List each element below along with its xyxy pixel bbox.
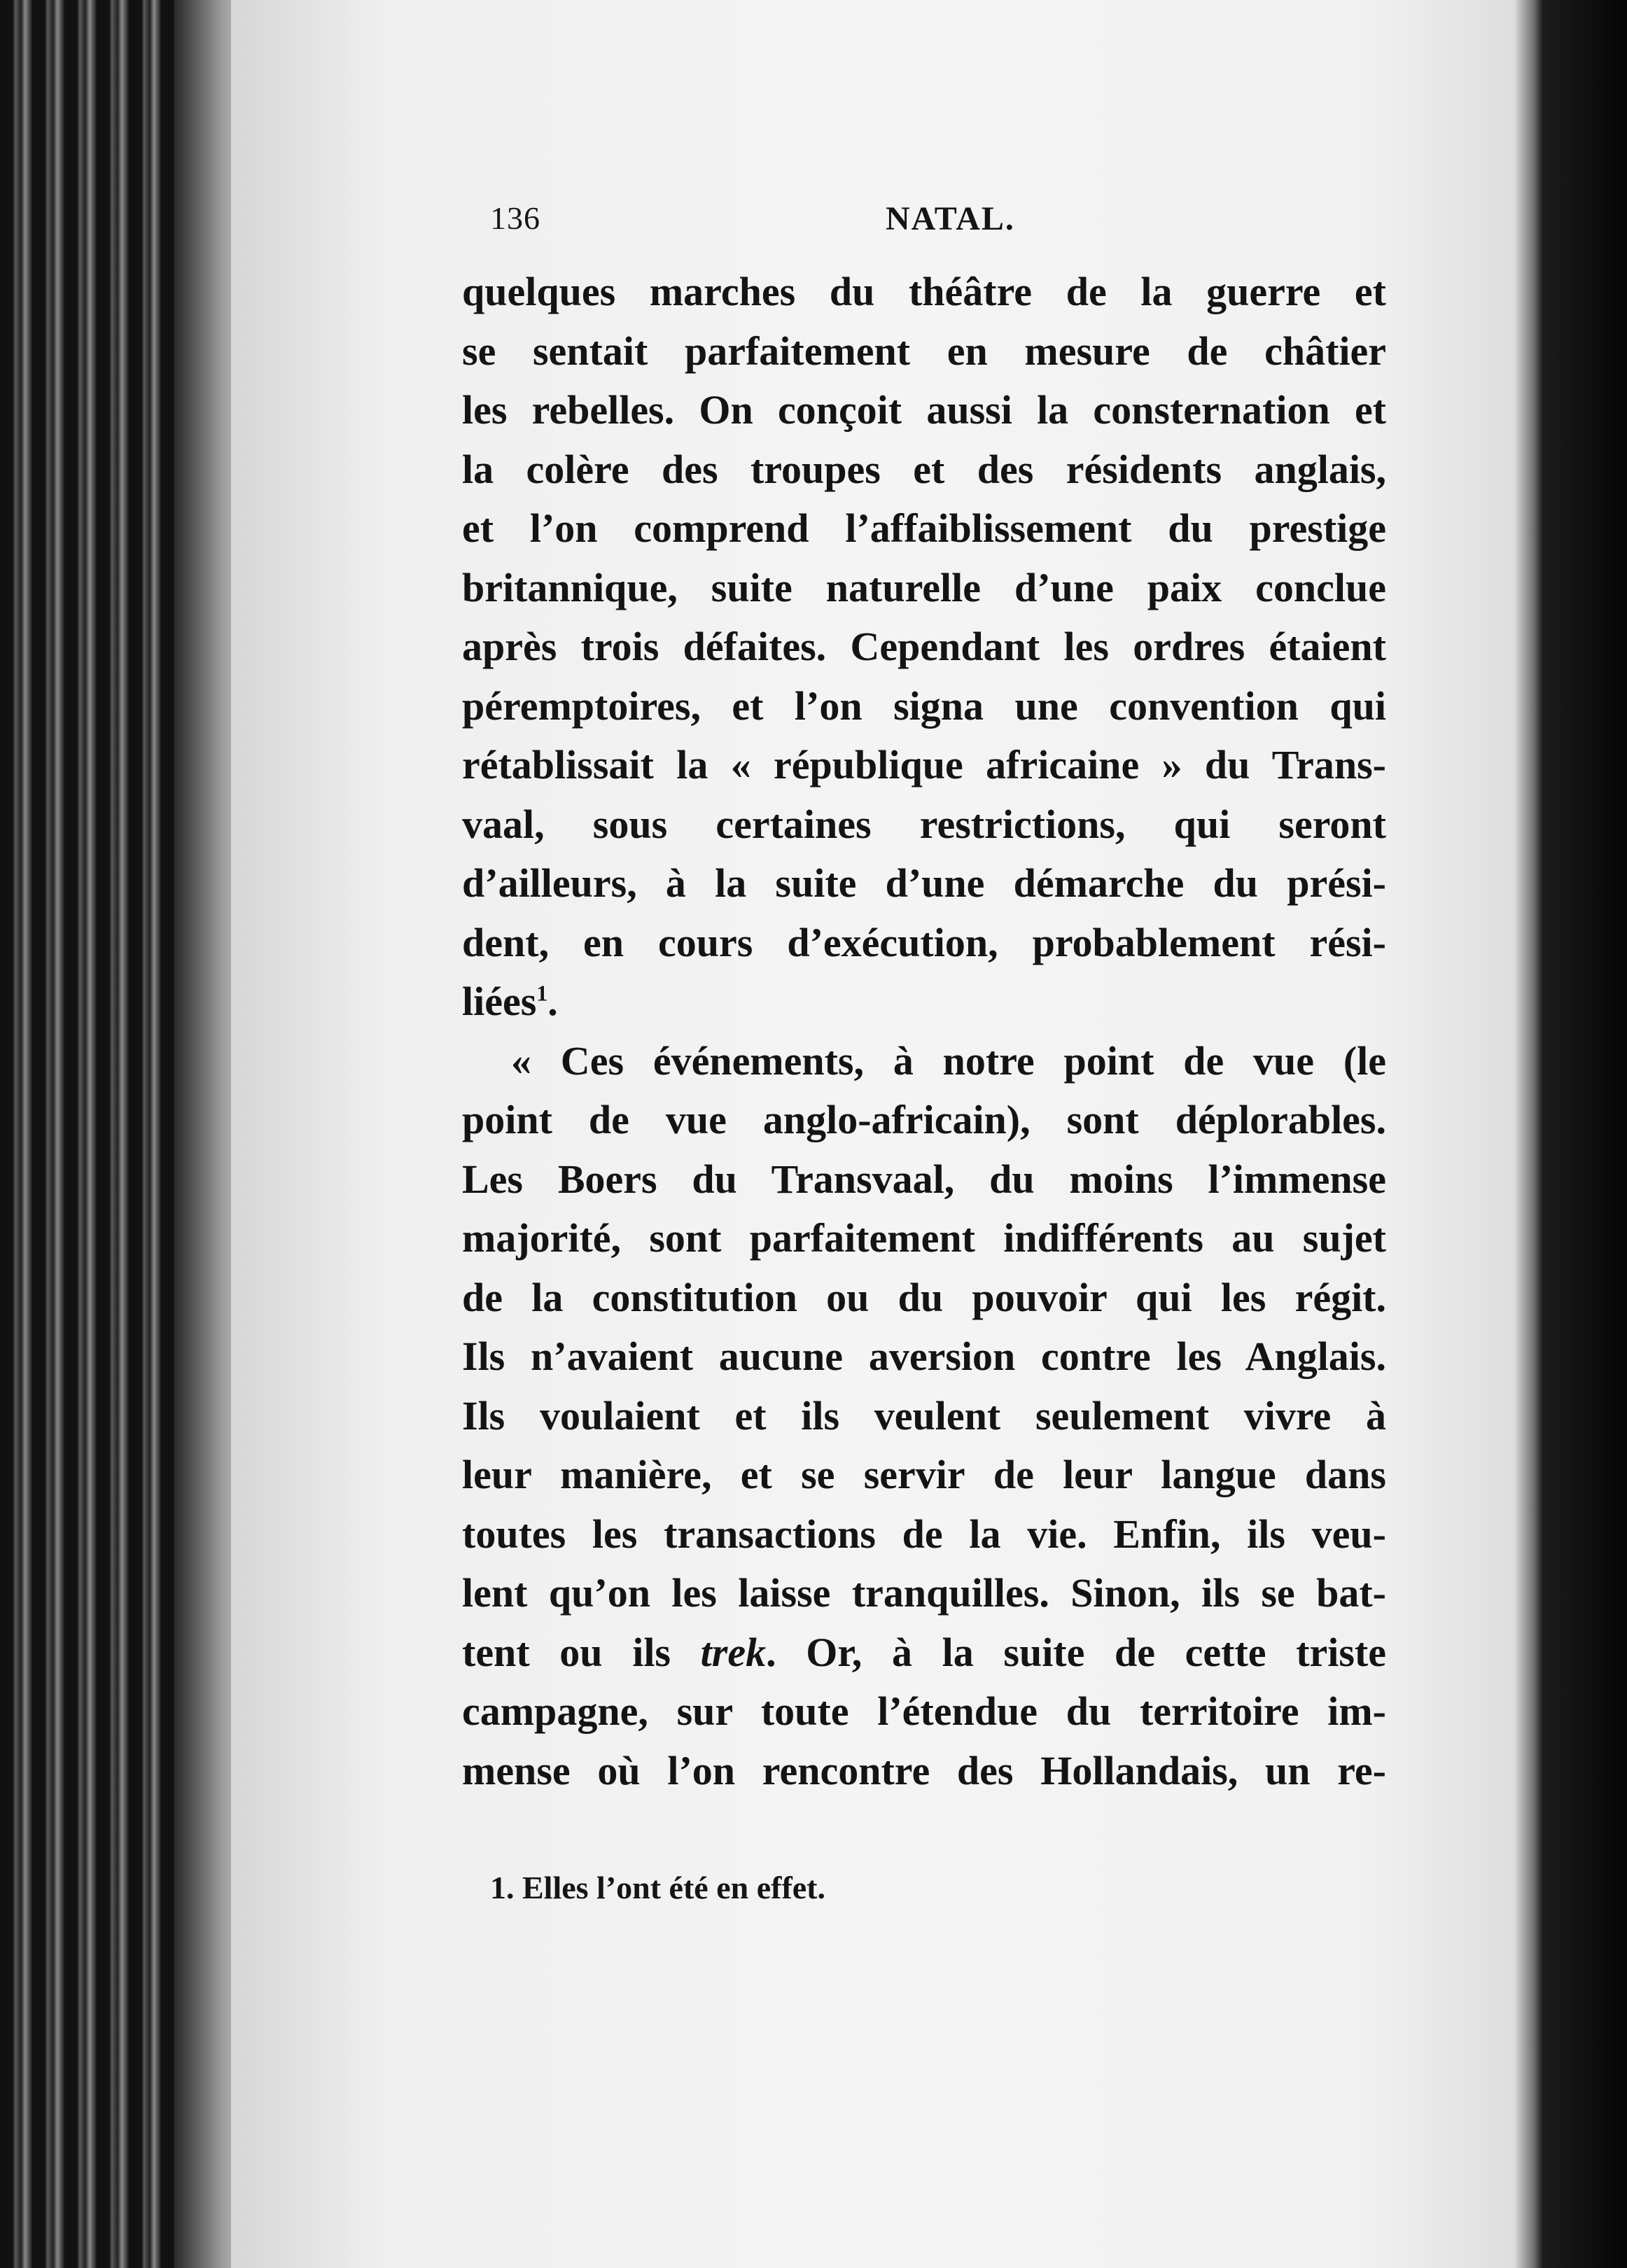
text-line: lent qu’on les laisse tranquilles. Sinon, ils se bat- xyxy=(462,1570,1386,1616)
text-line: péremptoires, et l’on signa une convention qui xyxy=(462,682,1386,729)
text-line: « Ces événements, à notre point de vue (le xyxy=(511,1037,1386,1084)
text-line: de la constitution ou du pouvoir qui les régit. xyxy=(462,1274,1386,1320)
text-line: point de vue anglo-africain), sont déplorables. xyxy=(462,1097,1386,1142)
text-line: dent, en cours d’exécution, probablement rési- xyxy=(462,919,1386,965)
line-start: tent ou ils xyxy=(462,1629,701,1675)
text-line: se sentait parfaitement en mesure de châtier xyxy=(462,328,1386,374)
text-line: Les Boers du Transvaal, du moins l’immense xyxy=(462,1156,1386,1202)
text-line: leur manière, et se servir de leur langue dans xyxy=(462,1452,1386,1497)
italic-word: trek xyxy=(700,1629,767,1675)
text-line: Ils n’avaient aucune aversion contre les Anglais. xyxy=(462,1334,1386,1379)
text-line: vaal, sous certaines restrictions, qui seront xyxy=(462,801,1386,847)
text-line: toutes les transactions de la vie. Enfin, ils veu- xyxy=(462,1511,1386,1557)
text-line: mense où l’on rencontre des Hollandais, un re- xyxy=(462,1747,1386,1793)
page-right-edge xyxy=(1515,0,1543,2268)
text-line: britannique, suite naturelle d’une paix conclue xyxy=(462,564,1386,610)
page-header xyxy=(490,200,1400,248)
text-line: d’ailleurs, à la suite d’une démarche du prési- xyxy=(462,860,1386,906)
body-text xyxy=(462,262,1386,1800)
text-line-italic xyxy=(462,1623,1386,1683)
last-word: liées xyxy=(462,979,537,1024)
line-end: . Or, à la suite de cette triste xyxy=(766,1629,1386,1675)
footnote: 1. Elles l’ont été en effet. xyxy=(490,1870,826,1905)
text-line: après trois défaites. Cependant les ordres étaient xyxy=(462,624,1386,669)
text-line: rétablissait la « république africaine » du Trans- xyxy=(462,742,1386,788)
text-line: la colère des troupes et des résidents anglais, xyxy=(462,446,1386,492)
last-punctuation: . xyxy=(547,979,558,1024)
page-number: 136 xyxy=(490,200,540,236)
running-title: NATAL. xyxy=(886,200,1015,237)
text-line: majorité, sont parfaitement indifférents au sujet xyxy=(462,1215,1386,1261)
text-line: les rebelles. On conçoit aussi la consternation et xyxy=(462,387,1386,433)
footnote-reference: 1 xyxy=(536,980,548,1006)
scan-dark-margin xyxy=(1543,0,1627,2268)
text-line: et l’on comprend l’affaiblissement du prestige xyxy=(462,505,1386,551)
text-line: campagne, sur toute l’étendue du territoire im- xyxy=(462,1688,1386,1734)
text-line-last xyxy=(462,972,1386,1032)
text-line: quelques marches du théâtre de la guerre et xyxy=(462,269,1386,314)
text-line: Ils voulaient et ils veulent seulement vivre à xyxy=(462,1392,1386,1438)
